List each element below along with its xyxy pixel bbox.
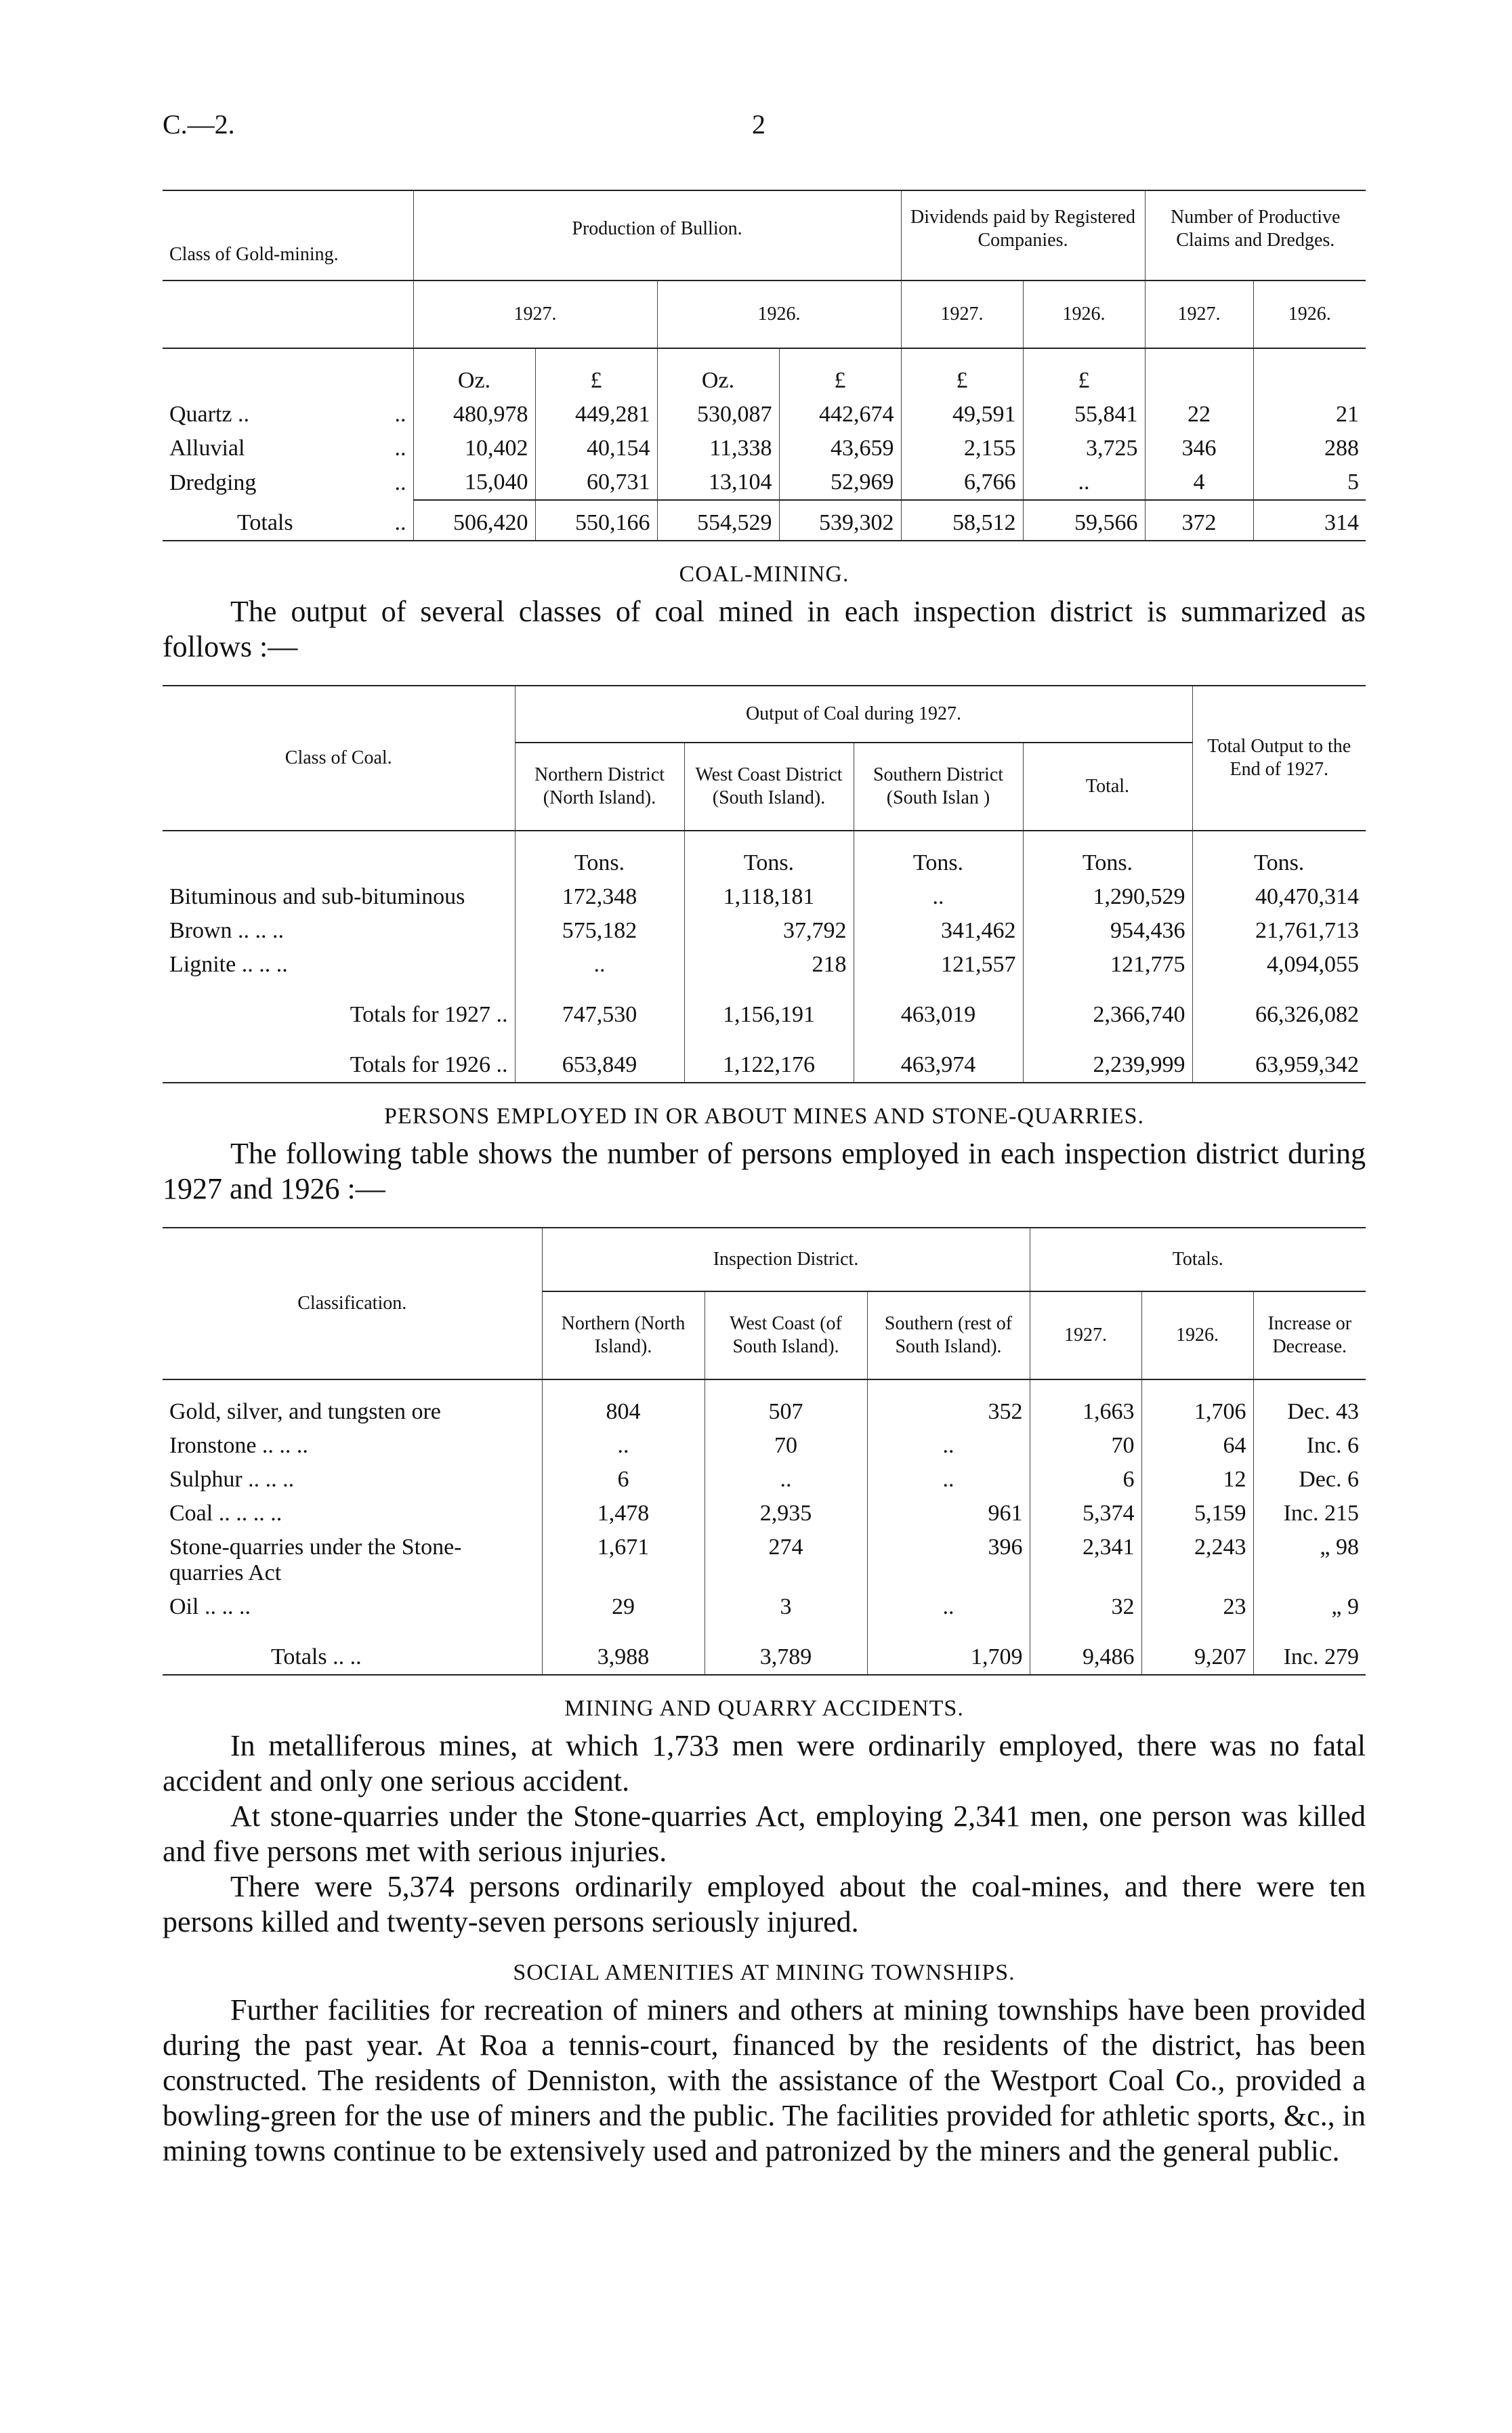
table-cell: 463,974 (854, 1032, 1023, 1083)
table-cell: 64 (1141, 1429, 1253, 1463)
accidents-paragraph-3: There were 5,374 persons ordinarily employed about the coal-mines, and there were ten persons killed and twenty-seven persons seriously injured. (163, 1870, 1366, 1938)
table-cell: 463,019 (854, 982, 1023, 1032)
div-year-1927: 1927. (901, 280, 1023, 348)
table-cell: 1,156,191 (684, 982, 854, 1032)
page-header (163, 108, 1366, 149)
unit-pound-1926: £ (779, 364, 901, 398)
table-cell: Dec. 43 (1253, 1395, 1366, 1429)
table-cell: 1,290,529 (1023, 880, 1192, 914)
totals-row (163, 1624, 1366, 1675)
table-cell: 2,243 (1141, 1531, 1253, 1590)
employment-table (163, 1227, 1366, 1676)
table-cell: „ 9 (1253, 1590, 1366, 1624)
claims-year-1926: 1926. (1253, 280, 1366, 348)
table-cell: 961 (867, 1497, 1030, 1531)
social-amenities-paragraph: Further facilities for recreation of miners and others at mining townships have been provided during the past year. At Roa a tennis-court, financed by the residents of the district, has been constructed. The residents of Denniston, with the assistance of the Westport Coal Co., provided a bowling-green for the use of miners and the public. The facilities provided for athletic sports, &c., in mining towns continue to be extensively used and patronized by the miners and the general public. (163, 1993, 1366, 2167)
coal-col-total: Total. (1023, 743, 1192, 831)
table-cell: 59,566 (1023, 500, 1145, 541)
table-cell: Inc. 279 (1253, 1624, 1366, 1675)
gold-col-class: Class of Gold-mining. (169, 244, 339, 266)
div-year-1926: 1926. (1023, 280, 1145, 348)
table-cell: 12 (1141, 1463, 1253, 1497)
table-cell: 6,766 (901, 465, 1023, 500)
row-label: Dredging .. (169, 470, 406, 495)
table-cell: 22 (1145, 398, 1253, 432)
table-cell: „ 98 (1253, 1531, 1366, 1590)
table-cell: 396 (867, 1531, 1030, 1590)
table-cell: 506,420 (413, 500, 535, 541)
table-cell: 3,789 (705, 1624, 867, 1675)
table-cell: 70 (705, 1429, 867, 1463)
row-label: Totals .. (237, 510, 406, 535)
coal-intro-paragraph: The output of several classes of coal mined in each inspection district is summarized as follows :— (163, 595, 1366, 663)
row-label: Coal .. .. .. .. (169, 1501, 282, 1526)
table-cell: 1,122,176 (684, 1032, 854, 1083)
totals-row (163, 1032, 1366, 1083)
table-cell: .. (1023, 465, 1145, 500)
table-cell: 58,512 (901, 500, 1023, 541)
gold-col-dividends: Dividends paid by Registered Companies. (901, 190, 1145, 267)
table-cell: 10,402 (413, 432, 535, 465)
table-cell: 11,338 (657, 432, 779, 465)
table-cell: 480,978 (413, 398, 535, 432)
table-cell: 346 (1145, 432, 1253, 465)
table-cell: 554,529 (657, 500, 779, 541)
table-cell: 121,775 (1023, 948, 1192, 982)
table-cell: 352 (867, 1395, 1030, 1429)
table-cell: 507 (705, 1395, 867, 1429)
coal-col-output: Output of Coal during 1927. (515, 686, 1192, 743)
table-cell: 653,849 (515, 1032, 684, 1083)
table-cell: 804 (542, 1395, 705, 1429)
table-cell: 449,281 (535, 398, 657, 432)
row-label: Lignite .. .. .. (169, 952, 288, 977)
table-cell: 2,341 (1030, 1531, 1141, 1590)
table-cell: 40,470,314 (1192, 880, 1366, 914)
table-cell: .. (542, 1429, 705, 1463)
gold-col-production: Production of Bullion. (413, 190, 901, 267)
table-cell: .. (515, 948, 684, 982)
table-cell: 550,166 (535, 500, 657, 541)
row-label: Totals for 1927 .. (350, 1002, 508, 1027)
row-label: Brown .. .. .. (169, 918, 285, 943)
emp-col-westcoast: West Coast (of South Island). (705, 1291, 867, 1379)
table-cell: 13,104 (657, 465, 779, 500)
table-cell: 6 (542, 1463, 705, 1497)
unit-div-1927: £ (901, 364, 1023, 398)
document-page (163, 108, 1366, 2169)
emp-col-1926: 1926. (1141, 1291, 1253, 1379)
table-row (163, 398, 1366, 432)
row-label: Quartz .. .. (169, 402, 406, 427)
table-row (163, 1395, 1366, 1429)
unit-div-1926: £ (1023, 364, 1145, 398)
unit-tons: Tons. (854, 846, 1023, 880)
table-cell: 5 (1253, 465, 1366, 500)
table-cell: 1,478 (542, 1497, 705, 1531)
unit-tons: Tons. (1192, 846, 1366, 880)
table-cell: 2,239,999 (1023, 1032, 1192, 1083)
table-cell: 1,118,181 (684, 880, 854, 914)
employment-intro-paragraph: The following table shows the number of persons employed in each inspection district during 1927 and 1926 :— (163, 1137, 1366, 1205)
table-row (163, 1531, 1366, 1590)
table-cell: 37,792 (684, 914, 854, 948)
coal-col-class: Class of Coal. (285, 747, 392, 769)
row-label: Alluvial .. (169, 436, 406, 461)
table-cell: 6 (1030, 1463, 1141, 1497)
unit-tons: Tons. (515, 846, 684, 880)
table-cell: 60,731 (535, 465, 657, 500)
table-cell: 530,087 (657, 398, 779, 432)
table-row (163, 432, 1366, 465)
emp-col-class: Classification. (297, 1293, 407, 1314)
emp-col-change: Increase or Decrease. (1253, 1291, 1366, 1379)
coal-col-westcoast: West Coast District (South Island). (684, 743, 854, 831)
table-cell: 9,486 (1030, 1624, 1141, 1675)
table-cell: 32 (1030, 1590, 1141, 1624)
table-cell: 1,706 (1141, 1395, 1253, 1429)
totals-row (163, 500, 1366, 541)
row-label: Bituminous and sub-bituminous (169, 884, 465, 909)
table-cell: 575,182 (515, 914, 684, 948)
emp-col-district: Inspection District. (542, 1228, 1030, 1291)
table-cell: 23 (1141, 1590, 1253, 1624)
table-cell: 43,659 (779, 432, 901, 465)
table-cell: 1,709 (867, 1624, 1030, 1675)
table-row (163, 1429, 1366, 1463)
table-cell: 1,663 (1030, 1395, 1141, 1429)
table-cell: .. (867, 1429, 1030, 1463)
table-cell: .. (854, 880, 1023, 914)
table-cell: 121,557 (854, 948, 1023, 982)
coal-mining-heading: COAL-MINING. (679, 562, 849, 587)
totals-row (163, 982, 1366, 1032)
table-row (163, 1590, 1366, 1624)
coal-col-northern: Northern District (North Island). (515, 743, 684, 831)
row-label: Oil .. .. .. (169, 1594, 251, 1619)
row-label: Sulphur .. .. .. (169, 1467, 295, 1492)
row-label: Stone-quarries under the Stone-quarries Act (169, 1535, 462, 1585)
table-cell: 15,040 (413, 465, 535, 500)
accidents-heading: MINING AND QUARRY ACCIDENTS. (564, 1696, 964, 1721)
gold-col-claims: Number of Productive Claims and Dredges. (1145, 190, 1366, 267)
table-cell: 3,988 (542, 1624, 705, 1675)
table-cell: 747,530 (515, 982, 684, 1032)
gold-year-1926: 1926. (657, 280, 901, 348)
table-cell: 218 (684, 948, 854, 982)
table-cell: 4 (1145, 465, 1253, 500)
coal-col-southern: Southern District (South Islan ) (854, 743, 1023, 831)
social-amenities-heading: SOCIAL AMENITIES AT MINING TOWNSHIPS. (513, 1960, 1015, 1985)
table-cell: 5,374 (1030, 1497, 1141, 1531)
table-cell: 314 (1253, 500, 1366, 541)
emp-col-totals: Totals. (1030, 1228, 1366, 1291)
gold-year-1927: 1927. (413, 280, 657, 348)
table-cell: 954,436 (1023, 914, 1192, 948)
row-label: Ironstone .. .. .. (169, 1433, 308, 1458)
table-cell: 274 (705, 1531, 867, 1590)
document-reference: C.—2. (163, 109, 235, 140)
table-cell: 66,326,082 (1192, 982, 1366, 1032)
table-cell: 539,302 (779, 500, 901, 541)
unit-oz-1927: Oz. (413, 364, 535, 398)
table-cell: 341,462 (854, 914, 1023, 948)
table-cell: 2,366,740 (1023, 982, 1192, 1032)
table-cell: 288 (1253, 432, 1366, 465)
table-cell: 372 (1145, 500, 1253, 541)
emp-col-southern: Southern (rest of South Island). (867, 1291, 1030, 1379)
table-cell: 55,841 (1023, 398, 1145, 432)
emp-col-northern: Northern (North Island). (542, 1291, 705, 1379)
table-cell: .. (867, 1590, 1030, 1624)
emp-col-1927: 1927. (1030, 1291, 1141, 1379)
table-row (163, 914, 1366, 948)
coal-output-table (163, 685, 1366, 1083)
row-label: Totals for 1926 .. (350, 1052, 508, 1077)
table-cell: 9,207 (1141, 1624, 1253, 1675)
table-cell: 21 (1253, 398, 1366, 432)
employment-heading: PERSONS EMPLOYED IN OR ABOUT MINES AND STONE-QUARRIES. (384, 1104, 1144, 1129)
table-cell: 2,155 (901, 432, 1023, 465)
table-cell: 5,159 (1141, 1497, 1253, 1531)
table-cell: .. (867, 1463, 1030, 1497)
unit-tons: Tons. (684, 846, 854, 880)
table-row (163, 880, 1366, 914)
unit-tons: Tons. (1023, 846, 1192, 880)
table-cell: Inc. 215 (1253, 1497, 1366, 1531)
accidents-paragraph-2: At stone-quarries under the Stone-quarries Act, employing 2,341 men, one person was killed and five persons met with serious injuries. (163, 1800, 1366, 1868)
table-cell: Inc. 6 (1253, 1429, 1366, 1463)
table-row (163, 1463, 1366, 1497)
table-cell: 172,348 (515, 880, 684, 914)
row-label: Gold, silver, and tungsten ore (169, 1399, 441, 1424)
table-cell: 29 (542, 1590, 705, 1624)
row-label: Totals .. .. (271, 1644, 362, 1669)
table-cell: 70 (1030, 1429, 1141, 1463)
table-cell: 40,154 (535, 432, 657, 465)
table-cell: 4,094,055 (1192, 948, 1366, 982)
gold-mining-table (163, 190, 1366, 541)
table-cell: 442,674 (779, 398, 901, 432)
table-cell: Dec. 6 (1253, 1463, 1366, 1497)
table-cell: 49,591 (901, 398, 1023, 432)
table-row (163, 948, 1366, 982)
table-cell: .. (705, 1463, 867, 1497)
accidents-paragraph-1: In metalliferous mines, at which 1,733 men were ordinarily employed, there was no fatal accident and only one serious accident. (163, 1729, 1366, 1797)
table-row (163, 1497, 1366, 1531)
table-cell: 1,671 (542, 1531, 705, 1590)
unit-oz-1926: Oz. (657, 364, 779, 398)
coal-col-total-end: Total Output to the End of 1927. (1192, 686, 1366, 831)
table-cell: 3 (705, 1590, 867, 1624)
claims-year-1927: 1927. (1145, 280, 1253, 348)
table-cell: 63,959,342 (1192, 1032, 1366, 1083)
page-number: 2 (752, 109, 765, 140)
table-cell: 2,935 (705, 1497, 867, 1531)
table-cell: 52,969 (779, 465, 901, 500)
table-cell: 3,725 (1023, 432, 1145, 465)
table-cell: 21,761,713 (1192, 914, 1366, 948)
unit-pound-1927: £ (535, 364, 657, 398)
table-row (163, 465, 1366, 500)
